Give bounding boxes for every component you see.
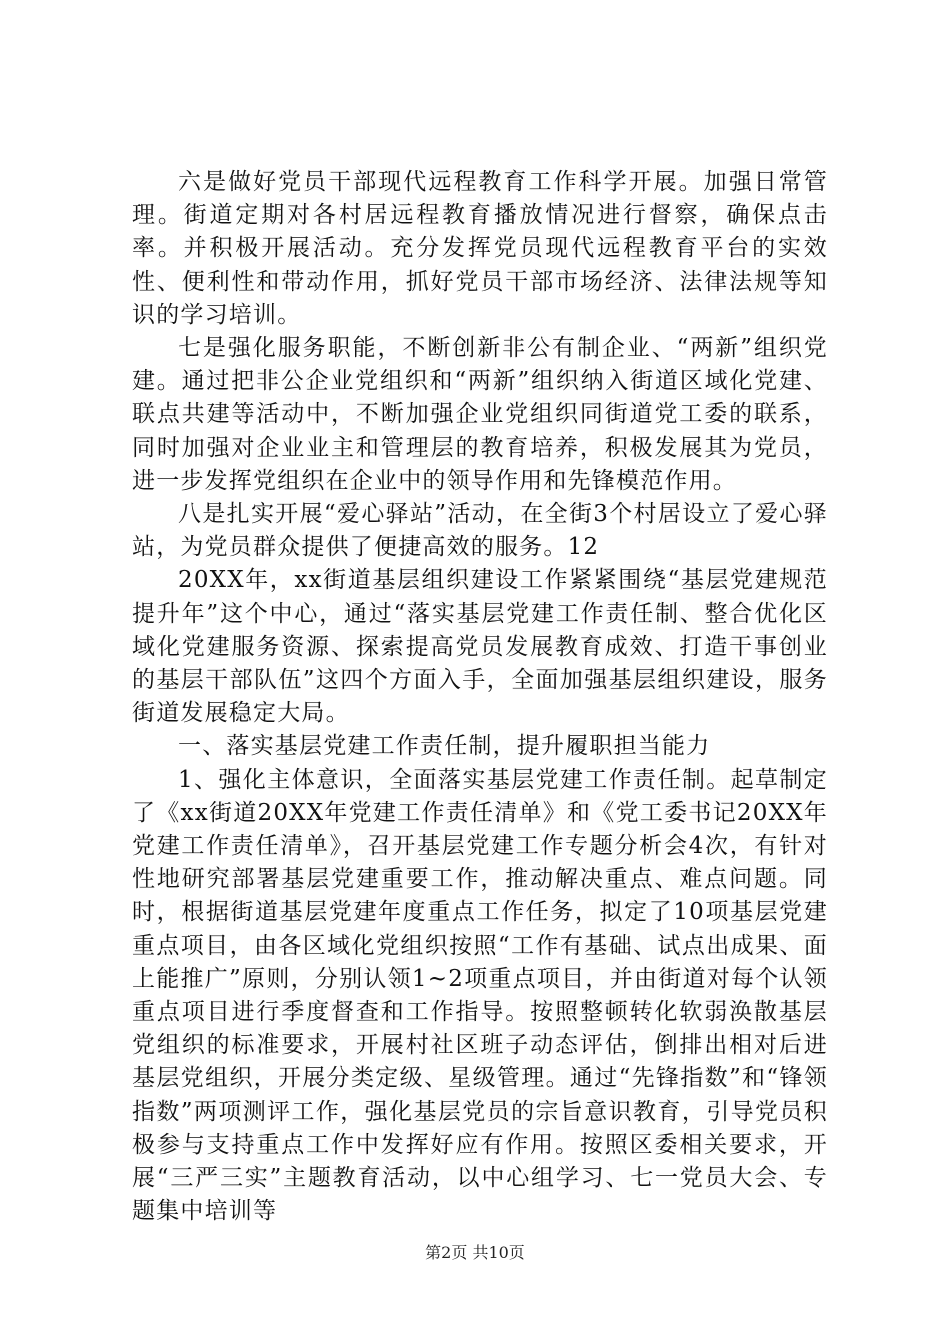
- paragraph-seven-service-functions: 七是强化服务职能，不断创新非公有制企业、“两新”组织党建。通过把非公企业党组织和“两新”组织纳入街道区域化党建、联点共建等活动中，不断加强企业党组织同街道党工委的联系，同时加强对企业业主和管理层的教育培养，积极发展其为党员，进一步发挥党组织在企业中的领导作用和先锋模范作用。: [132, 335, 828, 494]
- paragraph-annual-summary: 20XX年，xx街道基层组织建设工作紧紧围绕“基层党建规范提升年”这个中心，通过“落实基层党建工作责任制、整合优化区域化党建服务资源、探索提高党员发展教育成效、打造干事创业的基层干部队伍”这四个方面入手，全面加强基层组织建设，服务街道发展稳定大局。: [132, 567, 828, 727]
- paragraph-item-one: 1、强化主体意识，全面落实基层党建工作责任制。起草制定了《xx街道20XX年党建工作责任清单》和《党工委书记20XX年党建工作责任清单》，召开基层党建工作专题分析会4次，有针对性地研究部署基层党建重要工作，推动解决重点、难点问题。同时，根据街道基层党建年度重点工作任务，拟定了10项基层党建重点项目，由各区域化党组织按照“工作有基础、试点出成果、面上能推广”原则，分别认领1~2项重点项目，并由街道对每个认领重点项目进行季度督查和工作指导。按照整顿转化软弱涣散基层党组织的标准要求，开展村社区班子动态评估，倒排出相对后进基层党组织，开展分类定级、星级管理。通过“先锋指数”和“锋领指数”两项测评工作，强化基层党员的宗旨意识教育，引导党员积极参与支持重点工作中发挥好应有作用。按照区委相关要求，开展“三严三实”主题教育活动，以中心组学习、七一党员大会、专题集中培训等: [132, 766, 828, 1225]
- paragraph-eight-love-station: 八是扎实开展“爱心驿站”活动，在全街3个村居设立了爱心驿站，为党员群众提供了便捷高效的服务。12: [132, 501, 828, 561]
- document-body: [132, 166, 828, 1229]
- page-footer: 第2页 共10页: [425, 1243, 525, 1262]
- paragraph-six-remote-education: 六是做好党员干部现代远程教育工作科学开展。加强日常管理。街道定期对各村居远程教育播放情况进行督察，确保点击率。并积极开展活动。充分发挥党员现代远程教育平台的实效性、便利性和带动作用，抓好党员干部市场经济、法律法规等知识的学习培训。: [132, 169, 828, 328]
- section-heading-one: 一、落实基层党建工作责任制，提升履职担当能力: [178, 733, 711, 760]
